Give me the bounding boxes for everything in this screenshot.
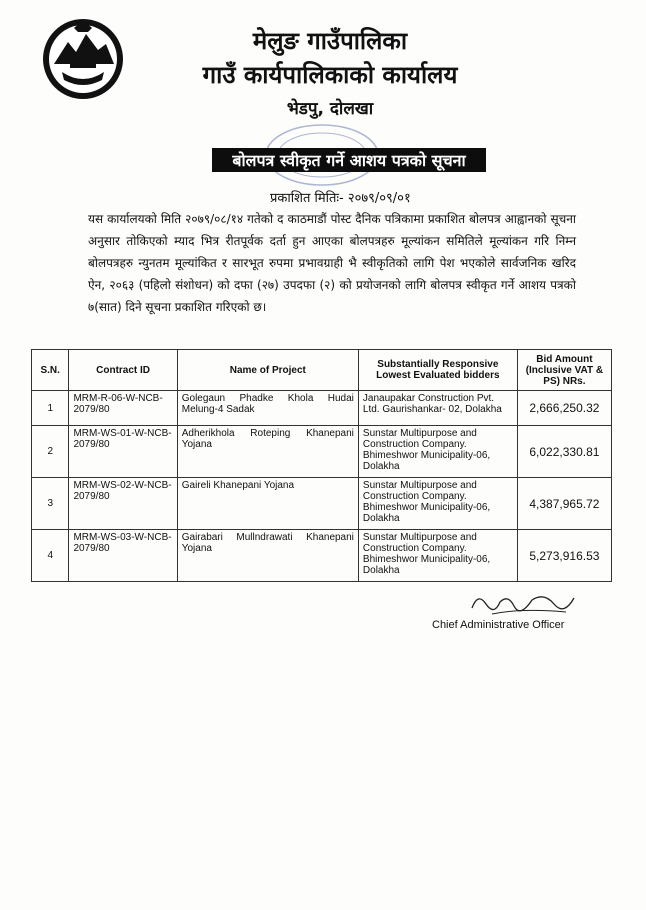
column-header-amount: Bid Amount (Inclusive VAT & PS) NRs. — [517, 350, 611, 391]
column-header-sn: S.N. — [32, 350, 69, 391]
table-row — [32, 478, 612, 530]
cell-amount: 6,022,330.81 — [517, 426, 611, 478]
cell-project: Adherikhola Roteping Khanepani Yojana — [177, 426, 358, 478]
cell-project: Gaireli Khanepani Yojana — [177, 478, 358, 530]
column-header-bidder: Substantially Responsive Lowest Evaluated bidders — [358, 350, 517, 391]
column-header-contract-id: Contract ID — [69, 350, 177, 391]
cell-project: Golegaun Phadke Khola Hudai Melung-4 Sadak — [177, 391, 358, 426]
office-name: मेलुङ गाउँपालिका — [252, 27, 408, 55]
office-location: भेडपु, दोलखा — [286, 99, 374, 119]
cell-bidder: Sunstar Multipurpose and Construction Company. Bhimeshwor Municipality-06, Dolakha — [358, 426, 517, 478]
cell-bidder: Sunstar Multipurpose and Construction Company. Bhimeshwor Municipality-06, Dolakha — [358, 530, 517, 582]
cell-contract-id: MRM-WS-02-W-NCB-2079/80 — [69, 478, 177, 530]
bid-table — [31, 349, 612, 582]
cell-project: Gairabari Mullndrawati Khanepani Yojana — [177, 530, 358, 582]
column-header-project: Name of Project — [177, 350, 358, 391]
table-row — [32, 426, 612, 478]
published-date: प्रकाशित मितिः- २०७९/०९/०१ — [270, 191, 411, 206]
cell-bidder: Janaupakar Construction Pvt. Ltd. Gaurishankar- 02, Dolakha — [358, 391, 517, 426]
cell-sn: 1 — [32, 391, 69, 426]
cell-sn: 3 — [32, 478, 69, 530]
cell-sn: 2 — [32, 426, 69, 478]
table-row — [32, 391, 612, 426]
notice-title: बोलपत्र स्वीकृत गर्ने आशय पत्रको सूचना — [212, 148, 486, 172]
cell-contract-id: MRM-R-06-W-NCB-2079/80 — [69, 391, 177, 426]
signatory-title: Chief Administrative Officer — [432, 619, 565, 631]
cell-bidder: Sunstar Multipurpose and Construction Company. Bhimeshwor Municipality-06, Dolakha — [358, 478, 517, 530]
cell-contract-id: MRM-WS-03-W-NCB-2079/80 — [69, 530, 177, 582]
table-row — [32, 530, 612, 582]
cell-contract-id: MRM-WS-01-W-NCB-2079/80 — [69, 426, 177, 478]
nepal-emblem-icon — [40, 16, 126, 102]
office-subtitle: गाउँ कार्यपालिकाको कार्यालय — [202, 61, 458, 89]
cell-amount: 2,666,250.32 — [517, 391, 611, 426]
notice-body: यस कार्यालयको मिति २०७९/०८/१४ गतेको द काठमाडौं पोस्ट दैनिक पत्रिकामा प्रकाशित बोलपत्र आह्वानको सूचना अनुसार तोकिएको म्याद भित्र रीतपूर्वक दर्ता हुन आएका बोलपत्रहरु मूल्यांकन समितिले मूल्यांकन गरि निम्न बोलपत्रहरु न्युनतम मूल्यांकित र सारभूत रुपमा प्रभावग्राही भै स्वीकृतिको लागि पेश भएकोले सार्वजनिक खरिद ऐन, २०६३ (पहिलो संशोधन) को दफा (२७) उपदफा (२) को प्रयोजनको लागि बोलपत्र स्वीकृत गर्ने आशय पत्रको ७(सात) दिने सूचना प्रकाशित गरिएको छ। — [88, 212, 576, 314]
cell-amount: 5,273,916.53 — [517, 530, 611, 582]
table-header-row — [32, 350, 612, 391]
cell-sn: 4 — [32, 530, 69, 582]
cell-amount: 4,387,965.72 — [517, 478, 611, 530]
signature-icon — [462, 586, 582, 622]
